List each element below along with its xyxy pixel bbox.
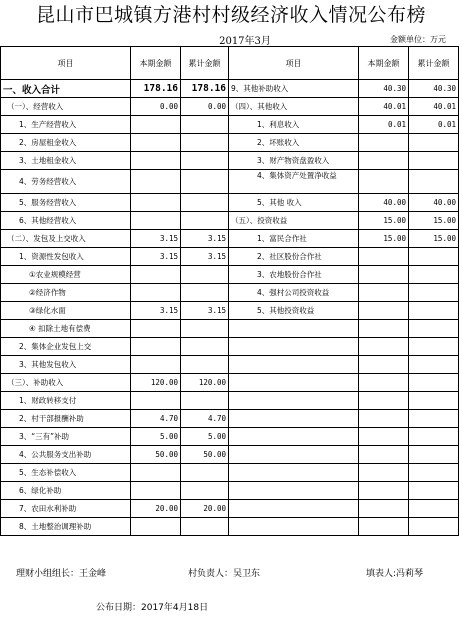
- cumulative-amount-right: [409, 248, 459, 266]
- cumulative-amount-right: [409, 464, 459, 482]
- current-amount-right: [359, 170, 409, 194]
- cumulative-amount-right: [409, 446, 459, 464]
- cumulative-amount-right: 40.01: [409, 98, 459, 116]
- report-period: 2017年3月: [219, 36, 271, 47]
- table-row: [1, 446, 459, 464]
- cumulative-amount-left: 3.15: [181, 248, 229, 266]
- current-amount-right: [359, 446, 409, 464]
- cumulative-amount-left: [181, 212, 229, 230]
- current-amount-left: [131, 152, 181, 170]
- table-row: [1, 500, 459, 518]
- table-row: [1, 194, 459, 212]
- item-label-left: （一）、经营收入: [1, 98, 131, 116]
- item-label-left: 1、资源性发包收入: [1, 248, 131, 266]
- current-amount-left: [131, 518, 181, 536]
- item-label-right: （四）、其他收入: [229, 98, 359, 116]
- current-amount-left: 5.00: [131, 428, 181, 446]
- cumulative-amount-right: [409, 302, 459, 320]
- report-title: 昆山市巴城镇方港村村级经济收入情况公布榜: [35, 4, 426, 26]
- current-amount-left: [131, 134, 181, 152]
- cumulative-amount-right: [409, 518, 459, 536]
- item-label-left: 8、土地整治调理补助: [1, 518, 131, 536]
- current-amount-right: 0.01: [359, 116, 409, 134]
- item-label-right: 2、坏账收入: [229, 134, 359, 152]
- table-row: [1, 302, 459, 320]
- cumulative-amount-right: [409, 284, 459, 302]
- table-row: [1, 152, 459, 170]
- current-amount-left: 3.15: [131, 302, 181, 320]
- cumulative-amount-right: 15.00: [409, 212, 459, 230]
- item-label-right: [229, 500, 359, 518]
- table-header-row: [1, 47, 459, 80]
- item-label-left: 2、村干部报酬补助: [1, 410, 131, 428]
- cumulative-amount-left: [181, 338, 229, 356]
- item-label-left: 一、收入合计: [1, 80, 131, 98]
- current-amount-right: [359, 266, 409, 284]
- cumulative-amount-right: [409, 356, 459, 374]
- current-amount-right: [359, 302, 409, 320]
- cumulative-amount-right: [409, 374, 459, 392]
- item-label-left: 5、生态补偿收入: [1, 464, 131, 482]
- cumulative-amount-left: 20.00: [181, 500, 229, 518]
- item-label-right: 4、强村公司投资收益: [229, 284, 359, 302]
- item-label-left: 4、劳务经营收入: [1, 170, 131, 194]
- item-label-left: 6、其他经营收入: [1, 212, 131, 230]
- current-amount-right: [359, 152, 409, 170]
- current-amount-right: 15.00: [359, 212, 409, 230]
- item-label-left: 3、“三有”补助: [1, 428, 131, 446]
- table-row: [1, 284, 459, 302]
- item-label-right: [229, 518, 359, 536]
- table-row: [1, 482, 459, 500]
- item-label-right: [229, 410, 359, 428]
- cumulative-amount-left: [181, 134, 229, 152]
- current-amount-right: [359, 338, 409, 356]
- current-amount-left: 50.00: [131, 446, 181, 464]
- cumulative-amount-left: [181, 194, 229, 212]
- item-label-right: 4、集体资产处置净收益: [229, 170, 359, 194]
- cumulative-amount-right: [409, 152, 459, 170]
- cumulative-amount-left: [181, 464, 229, 482]
- currency-unit: 金额单位：万元: [390, 35, 446, 44]
- item-label-right: 2、社区股份合作社: [229, 248, 359, 266]
- item-label-left: 1、生产经营收入: [1, 116, 131, 134]
- current-amount-left: 178.16: [131, 80, 181, 98]
- item-label-right: [229, 482, 359, 500]
- cumulative-amount-right: [409, 170, 459, 194]
- current-amount-right: 40.30: [359, 80, 409, 98]
- item-label-left: 5、服务经营收入: [1, 194, 131, 212]
- header-cumulative-right: 累计金额: [409, 47, 459, 80]
- cumulative-amount-left: 3.15: [181, 230, 229, 248]
- item-label-right: [229, 464, 359, 482]
- current-amount-right: [359, 428, 409, 446]
- item-label-left: ④ 扣除土地有偿费: [1, 320, 131, 338]
- cumulative-amount-left: [181, 170, 229, 194]
- current-amount-left: [131, 320, 181, 338]
- table-row: [1, 464, 459, 482]
- cumulative-amount-left: [181, 284, 229, 302]
- item-label-left: （二）、发包及上交收入: [1, 230, 131, 248]
- cumulative-amount-right: 40.30: [409, 80, 459, 98]
- cumulative-amount-right: [409, 134, 459, 152]
- item-label-left: 3、其他发包收入: [1, 356, 131, 374]
- cumulative-amount-right: [409, 482, 459, 500]
- current-amount-right: [359, 284, 409, 302]
- current-amount-right: [359, 392, 409, 410]
- table-row: [1, 392, 459, 410]
- item-label-right: 1、利息收入: [229, 116, 359, 134]
- current-amount-right: [359, 134, 409, 152]
- header-item-left: 项目: [1, 47, 131, 80]
- cumulative-amount-left: [181, 356, 229, 374]
- current-amount-right: 15.00: [359, 230, 409, 248]
- item-label-left: 7、农田水利补助: [1, 500, 131, 518]
- cumulative-amount-right: [409, 428, 459, 446]
- table-row: [1, 80, 459, 98]
- cumulative-amount-left: [181, 152, 229, 170]
- cumulative-amount-right: 40.00: [409, 194, 459, 212]
- current-amount-left: [131, 356, 181, 374]
- cumulative-amount-right: [409, 338, 459, 356]
- village-head: 村负责人：吴卫东: [188, 569, 261, 579]
- header-item-right: 项目: [229, 47, 359, 80]
- cumulative-amount-left: 4.70: [181, 410, 229, 428]
- table-row: [1, 212, 459, 230]
- current-amount-left: [131, 338, 181, 356]
- current-amount-left: [131, 482, 181, 500]
- current-amount-right: [359, 410, 409, 428]
- item-label-left: （三）、补助收入: [1, 374, 131, 392]
- header-cumulative-left: 累计金额: [181, 47, 229, 80]
- current-amount-right: [359, 248, 409, 266]
- item-label-left: ①农业规模经营: [1, 266, 131, 284]
- item-label-right: 3、财产物资盘盈收入: [229, 152, 359, 170]
- current-amount-left: [131, 116, 181, 134]
- item-label-right: [229, 356, 359, 374]
- item-label-right: 9、其他补助收入: [229, 80, 359, 98]
- cumulative-amount-right: [409, 392, 459, 410]
- current-amount-right: [359, 482, 409, 500]
- item-label-left: 4、公共服务支出补助: [1, 446, 131, 464]
- current-amount-left: [131, 464, 181, 482]
- current-amount-left: 20.00: [131, 500, 181, 518]
- current-amount-right: [359, 464, 409, 482]
- item-label-right: 1、富民合作社: [229, 230, 359, 248]
- header-current-right: 本期金额: [359, 47, 409, 80]
- table-row: [1, 116, 459, 134]
- item-label-left: 1、财政转移支付: [1, 392, 131, 410]
- item-label-right: [229, 320, 359, 338]
- cumulative-amount-right: 0.01: [409, 116, 459, 134]
- current-amount-left: [131, 392, 181, 410]
- item-label-right: 3、农地股份合作社: [229, 266, 359, 284]
- cumulative-amount-left: [181, 392, 229, 410]
- publish-date: 公布日期：2017年4月18日: [96, 603, 209, 613]
- item-label-left: 2、房屋租金收入: [1, 134, 131, 152]
- cumulative-amount-right: [409, 410, 459, 428]
- cumulative-amount-left: 120.00: [181, 374, 229, 392]
- table-row: [1, 338, 459, 356]
- cumulative-amount-left: [181, 116, 229, 134]
- current-amount-left: 3.15: [131, 230, 181, 248]
- current-amount-left: [131, 284, 181, 302]
- cumulative-amount-left: 5.00: [181, 428, 229, 446]
- current-amount-left: 120.00: [131, 374, 181, 392]
- table-row: [1, 230, 459, 248]
- current-amount-left: 0.00: [131, 98, 181, 116]
- cumulative-amount-left: [181, 518, 229, 536]
- item-label-left: ③绿化水面: [1, 302, 131, 320]
- current-amount-right: 40.01: [359, 98, 409, 116]
- item-label-left: ②经济作物: [1, 284, 131, 302]
- item-label-right: [229, 338, 359, 356]
- cumulative-amount-left: 0.00: [181, 98, 229, 116]
- item-label-right: 5、其他 收入: [229, 194, 359, 212]
- current-amount-right: [359, 500, 409, 518]
- cumulative-amount-left: [181, 482, 229, 500]
- current-amount-right: [359, 374, 409, 392]
- table-row: [1, 170, 459, 194]
- table-row: [1, 518, 459, 536]
- current-amount-right: 40.00: [359, 194, 409, 212]
- cumulative-amount-left: 178.16: [181, 80, 229, 98]
- current-amount-left: 4.70: [131, 410, 181, 428]
- cumulative-amount-right: 15.00: [409, 230, 459, 248]
- current-amount-left: 3.15: [131, 248, 181, 266]
- current-amount-left: [131, 170, 181, 194]
- item-label-left: 6、绿化补助: [1, 482, 131, 500]
- cumulative-amount-right: [409, 500, 459, 518]
- cumulative-amount-left: 50.00: [181, 446, 229, 464]
- current-amount-left: [131, 212, 181, 230]
- table-row: [1, 134, 459, 152]
- preparer: 填表人:冯莉琴: [366, 569, 424, 579]
- table-row: [1, 248, 459, 266]
- cumulative-amount-left: 3.15: [181, 302, 229, 320]
- table-row: [1, 98, 459, 116]
- current-amount-right: [359, 518, 409, 536]
- header-current-left: 本期金额: [131, 47, 181, 80]
- current-amount-left: [131, 194, 181, 212]
- item-label-left: 3、土地租金收入: [1, 152, 131, 170]
- item-label-right: [229, 428, 359, 446]
- item-label-right: （五）、投资收益: [229, 212, 359, 230]
- table-row: [1, 410, 459, 428]
- item-label-left: 2、集体企业发包上交: [1, 338, 131, 356]
- table-row: [1, 428, 459, 446]
- table-row: [1, 374, 459, 392]
- cumulative-amount-left: [181, 320, 229, 338]
- cumulative-amount-right: [409, 266, 459, 284]
- cumulative-amount-left: [181, 266, 229, 284]
- current-amount-right: [359, 356, 409, 374]
- item-label-right: [229, 446, 359, 464]
- table-row: [1, 320, 459, 338]
- cumulative-amount-right: [409, 320, 459, 338]
- item-label-right: [229, 392, 359, 410]
- finance-leader: 理财小组组长：王金峰: [16, 569, 107, 579]
- current-amount-left: [131, 266, 181, 284]
- table-row: [1, 356, 459, 374]
- item-label-right: [229, 374, 359, 392]
- item-label-right: 5、其他投资收益: [229, 302, 359, 320]
- current-amount-right: [359, 320, 409, 338]
- table-row: [1, 266, 459, 284]
- income-table: [0, 46, 459, 536]
